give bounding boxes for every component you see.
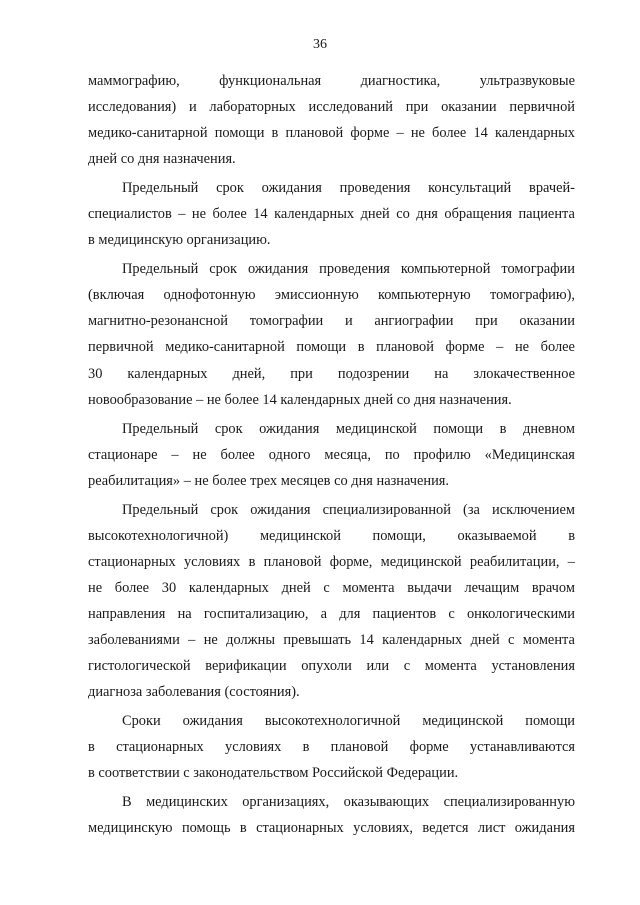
word: срок: [216, 180, 244, 197]
word: В: [122, 794, 132, 811]
word: установления: [491, 658, 575, 675]
word: профилю: [413, 446, 471, 463]
word: дней: [360, 206, 390, 223]
word: томографии: [501, 261, 575, 278]
word: с: [448, 605, 455, 622]
word: форме,: [329, 553, 373, 570]
word: помощи: [433, 420, 484, 437]
word: срок: [210, 501, 239, 518]
word: и: [188, 99, 197, 116]
word: томографию),: [489, 287, 575, 304]
text-line: [88, 256, 575, 282]
text-line: [88, 815, 575, 841]
text-line: [88, 627, 575, 653]
text-line: [88, 708, 575, 734]
text-line: [88, 497, 575, 523]
word: дней: [281, 579, 311, 596]
word: Предельный: [122, 501, 199, 518]
word: специалистов: [88, 206, 172, 223]
text-line: [88, 442, 575, 468]
word: пациента: [518, 206, 575, 223]
word: медико-санитарной: [88, 125, 208, 142]
word: реабилитации,: [469, 553, 560, 570]
word: не: [192, 446, 207, 463]
word: лист: [477, 820, 506, 837]
word: в: [271, 125, 279, 142]
word: Предельный: [122, 180, 199, 197]
word: врачей-: [529, 180, 575, 197]
word: 14: [359, 631, 374, 648]
word: в: [302, 739, 310, 756]
word: ожидания: [182, 713, 243, 730]
word: 14: [253, 206, 268, 223]
word: а: [320, 605, 328, 622]
word: оказании: [519, 313, 575, 330]
text-line: в соответствии с законодательством Российской Федерации.: [88, 765, 459, 782]
word: госпитализацию,: [203, 605, 309, 622]
word: пациентов: [372, 605, 437, 622]
word: срок: [214, 420, 243, 437]
text-line: [88, 94, 575, 120]
text-line: [88, 734, 575, 760]
word: исследования): [88, 99, 177, 116]
word: 14: [473, 125, 488, 142]
word: «Медицинская: [484, 446, 575, 463]
word: медицинской: [380, 553, 462, 570]
word: не: [203, 631, 218, 648]
word: превышать: [283, 631, 352, 648]
word: с: [403, 658, 411, 675]
text-line: [88, 523, 575, 549]
paragraph-p5: [88, 497, 575, 705]
word: календарных: [127, 365, 208, 382]
word: помощи: [296, 339, 347, 356]
word: медицинскую: [88, 820, 173, 837]
word: специализированной: [322, 501, 451, 518]
word: плановой: [285, 125, 344, 142]
word: магнитно-резонансной: [88, 313, 229, 330]
word: лабораторных: [209, 99, 296, 116]
word: маммографию,: [88, 73, 180, 89]
word: стационаре: [88, 446, 158, 463]
word: подозрении: [337, 365, 410, 382]
word: оказываемой: [457, 527, 537, 544]
word: –: [567, 553, 575, 570]
text-line: [88, 334, 575, 360]
word: –: [496, 339, 504, 356]
word: –: [178, 206, 186, 223]
word: –: [171, 446, 179, 463]
word: врачом: [531, 579, 575, 596]
word: первичной: [88, 339, 154, 356]
word: оказывающих: [343, 794, 430, 811]
word: медицинской: [422, 713, 504, 730]
text-line: [88, 575, 575, 601]
word: специализированную: [443, 794, 575, 811]
text-line: [88, 416, 575, 442]
text-line: [88, 361, 575, 387]
word: Сроки: [122, 713, 161, 730]
word: со: [396, 206, 410, 223]
word: в: [568, 527, 575, 544]
word: не: [88, 579, 103, 596]
word: злокачественное: [473, 365, 575, 382]
word: должны: [226, 631, 275, 648]
word: медико-санитарной: [165, 339, 285, 356]
word: в: [88, 739, 95, 756]
word: –: [188, 631, 196, 648]
word: помощи: [525, 713, 575, 730]
word: опухоли: [301, 658, 352, 675]
text-line: реабилитация» – не более трех месяцев со дня назначения.: [88, 472, 450, 489]
word: помощи: [214, 125, 265, 142]
text-line: [88, 653, 575, 679]
word: форме: [445, 339, 485, 356]
text-line: [88, 68, 575, 94]
word: более: [114, 579, 150, 596]
text-line: [88, 601, 575, 627]
word: или: [366, 658, 390, 675]
word: помощи,: [372, 527, 426, 544]
word: при: [475, 313, 498, 330]
word: более: [540, 339, 575, 356]
word: (включая: [88, 287, 145, 304]
word: Предельный: [122, 420, 199, 437]
word: дня: [416, 206, 438, 223]
word: не: [410, 125, 425, 142]
word: проведения: [339, 180, 411, 197]
word: эмиссионную: [274, 287, 359, 304]
paragraph-p3: [88, 256, 575, 412]
word: форме: [409, 739, 449, 756]
word: однофотонную: [163, 287, 256, 304]
word: календарных: [274, 206, 355, 223]
word: стационарных: [256, 820, 344, 837]
word: медицинской: [259, 527, 341, 544]
word: стационарных: [88, 553, 176, 570]
word: одного: [268, 446, 311, 463]
word: (за: [463, 501, 480, 518]
word: плановой: [376, 339, 434, 356]
text-line: [88, 789, 575, 815]
word: момента: [342, 579, 395, 596]
word: на: [434, 365, 449, 382]
word: исследований: [308, 99, 393, 116]
word: выдачи: [407, 579, 452, 596]
word: гистологической: [88, 658, 191, 675]
word: календарных: [382, 631, 463, 648]
word: плановой: [263, 553, 322, 570]
word: устанавливаются: [469, 739, 575, 756]
text-line: диагноза заболевания (состояния).: [88, 684, 300, 701]
text-line: новообразование – не более 14 календарных дней со дня назначения.: [88, 391, 512, 408]
word: условиях,: [353, 820, 413, 837]
word: в: [248, 553, 256, 570]
text-line: [88, 549, 575, 575]
word: направления: [88, 605, 166, 622]
word: в: [499, 420, 507, 437]
text-line: [88, 201, 575, 227]
word: условиях: [225, 739, 282, 756]
word: ожидания: [259, 420, 320, 437]
word: компьютерной: [400, 261, 491, 278]
word: ведется: [422, 820, 469, 837]
word: томографии: [249, 313, 324, 330]
word: в: [357, 339, 365, 356]
word: дней,: [232, 365, 266, 382]
page-number: 36: [313, 37, 327, 52]
paragraph-p6: [88, 708, 575, 786]
word: обращения: [444, 206, 512, 223]
word: –: [396, 125, 404, 142]
word: более: [432, 125, 467, 142]
word: с: [508, 631, 515, 648]
text-line: [88, 175, 575, 201]
paragraph-p1: [88, 68, 575, 172]
text-line: [88, 308, 575, 334]
paragraph-p2: [88, 175, 575, 253]
word: и: [344, 313, 353, 330]
word: оказании: [441, 99, 497, 116]
word: ожидания: [261, 180, 322, 197]
word: дневном: [523, 420, 575, 437]
word: высокотехнологичной: [264, 713, 401, 730]
word: ожидания: [250, 501, 311, 518]
word: верификации: [205, 658, 287, 675]
word: по: [384, 446, 400, 463]
word: календарных: [188, 579, 269, 596]
word: срок: [209, 261, 238, 278]
word: 30: [161, 579, 177, 596]
word: плановой: [330, 739, 389, 756]
word: с: [323, 579, 330, 596]
word: Предельный: [122, 261, 199, 278]
word: консультаций: [428, 180, 512, 197]
word: не: [191, 206, 206, 223]
word: высокотехнологичной): [88, 527, 229, 544]
word: при: [405, 99, 429, 116]
word: ожидания: [248, 261, 309, 278]
word: форме: [350, 125, 390, 142]
text-line: в медицинскую организацию.: [88, 232, 271, 249]
word: ангиографии: [374, 313, 454, 330]
word: более: [212, 206, 247, 223]
word: первичной: [509, 99, 575, 116]
word: календарных: [494, 125, 575, 142]
word: 30: [88, 365, 103, 382]
word: заболеваниями: [88, 631, 180, 648]
word: помощь: [181, 820, 231, 837]
word: ожидания: [514, 820, 575, 837]
word: в: [239, 820, 247, 837]
word: момента: [522, 631, 575, 648]
word: для: [339, 605, 361, 622]
word: медицинской: [335, 420, 417, 437]
word: при: [290, 365, 313, 382]
word: не: [514, 339, 530, 356]
word: стационарных: [116, 739, 204, 756]
document-body: [88, 68, 575, 841]
word: дней: [470, 631, 500, 648]
word: более: [220, 446, 255, 463]
word: условиях: [183, 553, 241, 570]
word: медицинских: [146, 794, 228, 811]
text-line: [88, 120, 575, 146]
text-line: [88, 282, 575, 308]
word: функциональная: [219, 73, 322, 89]
word: исключением: [492, 501, 575, 518]
word: на: [177, 605, 192, 622]
word: момента: [424, 658, 477, 675]
word: лечащим: [464, 579, 520, 596]
paragraph-p7: [88, 789, 575, 841]
word: месяца,: [324, 446, 371, 463]
word: компьютерную: [378, 287, 471, 304]
word: диагностика,: [360, 73, 441, 89]
text-line: дней со дня назначения.: [88, 151, 236, 168]
word: ультразвуковые: [479, 73, 575, 89]
word: проведения: [319, 261, 390, 278]
word: организациях,: [242, 794, 330, 811]
paragraph-p4: [88, 416, 575, 494]
word: онкологическими: [466, 605, 575, 622]
